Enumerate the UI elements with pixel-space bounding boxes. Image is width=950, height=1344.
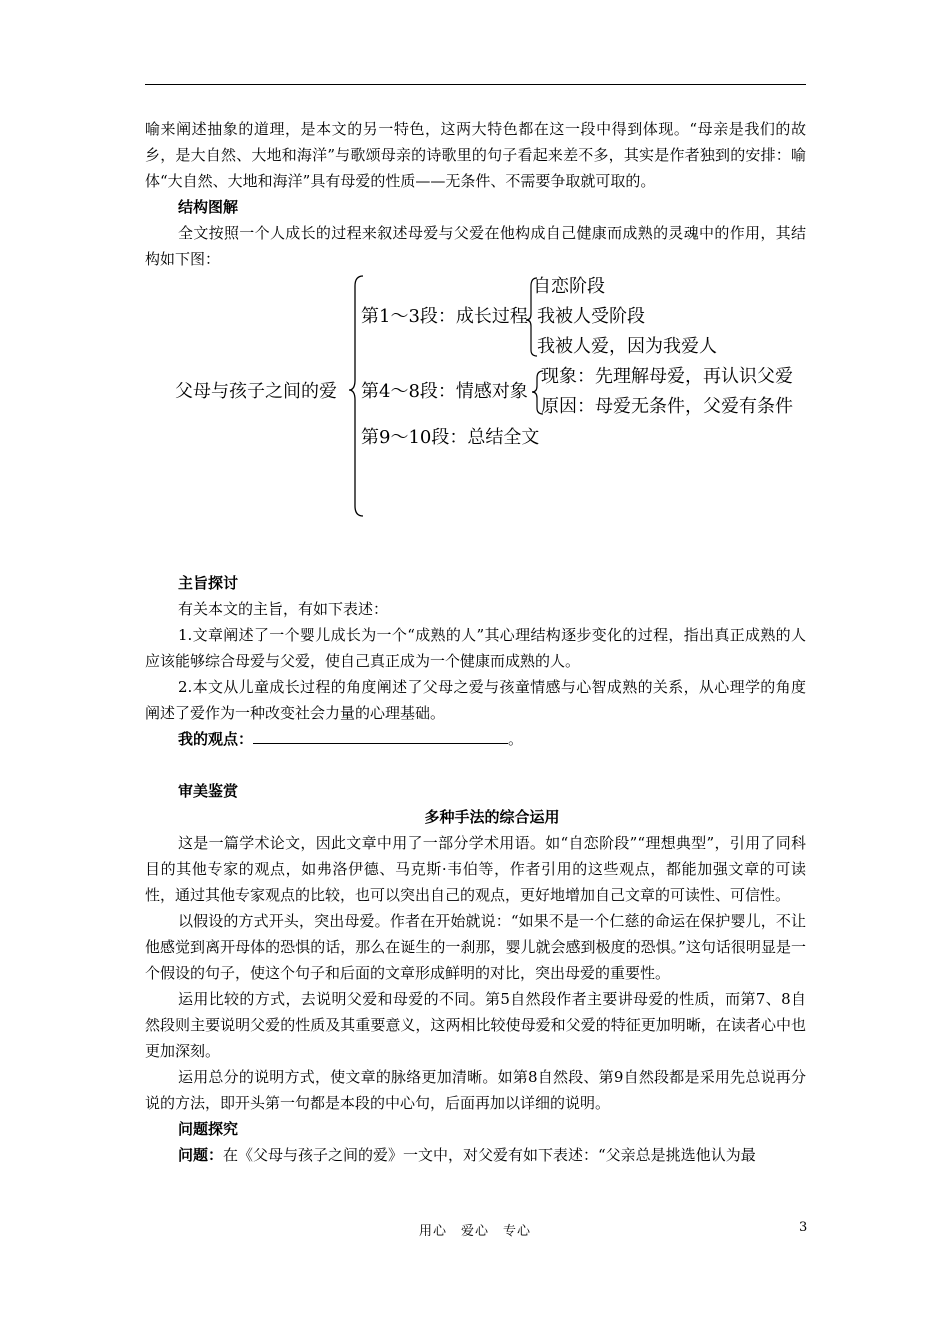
question-text: 在《父母与孩子之间的爱》一文中，对父爱有如下表述：“父亲总是挑选他认为最 <box>223 1146 756 1164</box>
aesthetic-paragraph-4: 运用总分的说明方式，使文章的脉络更加清晰。如第8自然段、第9自然段都是采用先总说再分说的方法，即开头第一句都是本段的中心句，后面再加以详细的说明。 <box>145 1068 806 1112</box>
diagram-branch2: 第4～8段：情感对象 <box>361 381 528 402</box>
header-rule <box>145 84 806 85</box>
diagram-root: 父母与孩子之间的爱 <box>175 381 337 402</box>
theme-heading: 主旨探讨 <box>178 574 239 592</box>
my-view-line <box>145 726 806 752</box>
aesthetic-paragraph-2: 以假设的方式开头，突出母爱。作者在开始就说：“如果不是一个仁慈的命运在保护婴儿，不让他感觉到离开母体的恐惧的话，那么在诞生的一刹那，婴儿就会感到极度的恐惧。”这句话很明显是一个假设的句子，使这个句子和后面的文章形成鲜明的对比，突出母爱的重要性。 <box>145 912 806 982</box>
my-view-end: 。 <box>508 730 524 748</box>
diagram-branch3: 第9～10段：总结全文 <box>361 427 540 448</box>
aesthetic-paragraph-1: 这是一篇学术论文，因此文章中用了一部分学术用语。如“自恋阶段”“理想典型”，引用了同科目的其他专家的观点，如弗洛伊德、马克斯·韦伯等，作者引用的这些观点，都能加强文章的可读性，通过其他专家观点的比较，也可以突出自己的观点，更好地增加自己文章的可读性、可信性。 <box>145 834 806 904</box>
my-view-label: 我的观点： <box>178 730 254 748</box>
diagram-branch2-item: 原因：母爱无条件，父爱有条件 <box>541 396 793 417</box>
diagram-branch1: 第1～3段：成长过程 <box>361 306 528 327</box>
question-heading: 问题探究 <box>178 1120 239 1138</box>
spacer <box>145 752 806 778</box>
theme-intro: 有关本文的主旨，有如下表述： <box>178 600 389 618</box>
structure-diagram <box>145 272 806 570</box>
structure-text: 全文按照一个人成长的过程来叙述母爱与父爱在他构成自己健康而成熟的灵魂中的作用，其结构如下图： <box>145 224 806 268</box>
structure-heading: 结构图解 <box>178 198 239 216</box>
question-label: 问题： <box>178 1146 224 1164</box>
diagram-branch1-item: 自恋阶段 <box>533 276 605 297</box>
aesthetic-paragraph-3: 运用比较的方式，去说明父爱和母爱的不同。第5自然段作者主要讲母爱的性质，而第7、8自然段则主要说明父爱的性质及其重要意义，这两相比较使母爱和父爱的特征更加明晰，在读者心中也更加深刻。 <box>145 990 806 1060</box>
page-content <box>145 116 806 1168</box>
intro-paragraph: 喻来阐述抽象的道理，是本文的另一特色，这两大特色都在这一段中得到体现。“母亲是我们的故乡，是大自然、大地和海洋”与歌颂母亲的诗歌里的句子看起来差不多，其实是作者独到的安排：喻体“大自然、大地和海洋”具有母爱的性质——无条件、不需要争取就可取的。 <box>145 120 806 190</box>
diagram-branch1-item: 我被人受阶段 <box>537 306 645 327</box>
diagram-branch1-item: 我被人爱，因为我爱人 <box>537 336 717 357</box>
aesthetic-title: 多种手法的综合运用 <box>424 808 560 826</box>
aesthetic-heading: 审美鉴赏 <box>178 782 239 800</box>
my-view-blank <box>253 729 508 744</box>
theme-item-1: 1.文章阐述了一个婴儿成长为一个“成熟的人”其心理结构逐步变化的过程，指出真正成熟的人应该能够综合母爱与父爱，使自己真正成为一个健康而成熟的人。 <box>145 626 806 670</box>
footer-motto: 用心 爱心 专心 <box>418 1224 531 1239</box>
question-paragraph <box>145 1142 806 1168</box>
diagram-branch2-item: 现象：先理解母爱，再认识父爱 <box>541 366 793 387</box>
theme-item-2: 2.本文从儿童成长过程的角度阐述了父母之爱与孩童情感与心智成熟的关系，从心理学的角度阐述了爱作为一种改变社会力量的心理基础。 <box>145 678 806 722</box>
page-number: 3 <box>799 1220 808 1235</box>
